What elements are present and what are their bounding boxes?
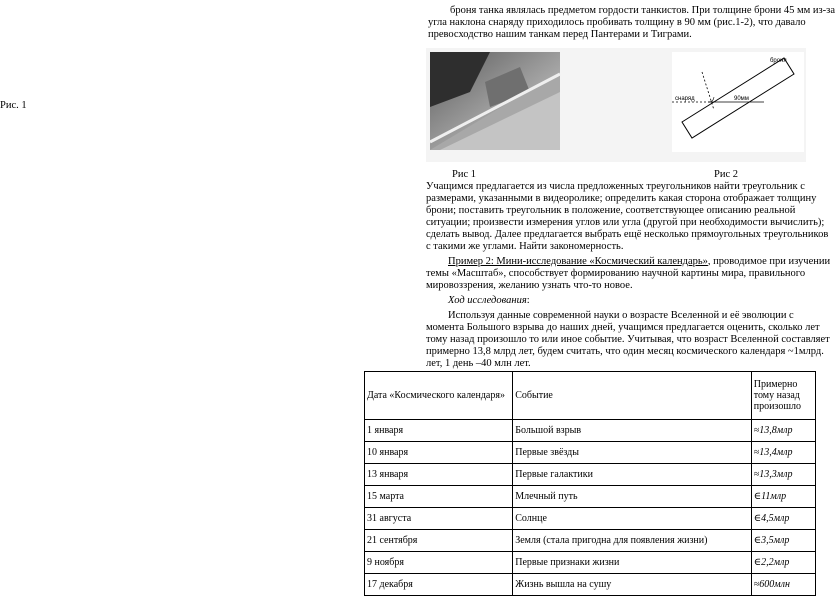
text-line: ситуации; произвести измерения углов или угла (другой при необходимости вычислить); [426,217,825,228]
table-row [365,442,816,464]
cell-event: Солнце [513,508,751,530]
diagram-label-shell: снаряд [675,96,695,102]
example2-title-rest: , проводимое при изучении [707,256,831,267]
diagram-label-mm: 90мм [734,96,749,102]
course-heading [426,295,816,307]
text-line: превосходство нашим танкам перед Пантерами и Тиграми. [428,29,692,40]
example2-title: Пример 2: Мини-исследование «Космический календарь» [448,256,708,267]
cell-event: Земля (стала пригодна для появления жизни) [513,530,751,552]
text-line: броня танка являлась предметом гордости танкистов. При толщине брони 45 мм из-за [450,5,835,16]
cell-ago: ≈600млн [751,574,815,596]
cell-date: 13 января [365,464,513,486]
cell-event: Жизнь вышла на сушу [513,574,751,596]
side-figure-label: Рис. 1 [0,100,27,111]
text-line: темы «Масштаб», способствует формированию научной картины мира, правильного [426,268,806,279]
text-line [426,256,831,268]
photo-illustration [430,52,560,150]
paragraph-armor [428,5,835,41]
tank-armor-photo [430,52,560,150]
cell-date: 31 августа [365,508,513,530]
cell-ago: ≈13,8млр [751,420,815,442]
cell-date: 9 ноября [365,552,513,574]
table-row [365,486,816,508]
table-row [365,508,816,530]
cell-date: 1 января [365,420,513,442]
text-line: мировоззрения, желанию узнать что-то новое. [426,280,633,291]
text-line: с такими же углами. Найти закономерность. [426,241,624,252]
cell-date: 15 марта [365,486,513,508]
cell-event: Первые признаки жизни [513,552,751,574]
text-line: размерами, указанными в видеоролике; определить какая сторона отображает толщину [426,193,817,204]
course-heading-text: Ход исследования [448,295,527,306]
paragraph-method [426,310,830,370]
cell-event: Большой взрыв [513,420,751,442]
cell-ago: ∈2,2млр [751,552,815,574]
table-row [365,552,816,574]
caption-fig1: Рис 1 [452,169,476,180]
diagram-illustration [672,52,804,152]
cell-event: Первые галактики [513,464,751,486]
text-line: брони; поставить треугольник в положение, соответствующее описанию реальной [426,205,796,216]
text-line: Используя данные современной науки о возрасте Вселенной и её эволюции с [448,310,794,321]
table-row [365,464,816,486]
paragraph-example2 [426,256,831,292]
armor-angle-diagram [672,52,804,152]
caption-fig2: Рис 2 [714,169,738,180]
cell-event: Первые звёзды [513,442,751,464]
cell-date: 21 сентября [365,530,513,552]
table-header-row [365,372,816,420]
cell-event: Млечный путь [513,486,751,508]
text-line: Учащимся предлагается из числа предложенных треугольников найти треугольник с [426,181,805,192]
text-line: сделать вывод. Далее предлагается выбрать ещё несколько прямоугольных треугольников [426,229,829,240]
header-event: Событие [513,372,751,420]
cell-ago: ∈11млр [751,486,815,508]
cell-date: 10 января [365,442,513,464]
cell-ago: ≈13,4млр [751,442,815,464]
cell-ago: ∈3,5млр [751,530,815,552]
text-line: момента Большого взрыва до наших дней, учащимся предлагается оценить, сколько лет [426,322,820,333]
table-row [365,530,816,552]
cell-ago: ≈13,3млр [751,464,815,486]
cosmic-calendar-table [364,371,816,596]
cell-ago: ∈4,5млр [751,508,815,530]
text-line: угла наклона снаряду приходилось пробивать толщину в 90 мм (рис.1-2), что давало [428,17,806,28]
paragraph-task [426,181,829,253]
text-line: тому назад произошло то или иное событие. Учитывая, что возраст Вселенной составляет [426,334,830,345]
table-row [365,574,816,596]
cell-date: 17 декабря [365,574,513,596]
header-date: Дата «Космического календаря» [365,372,513,420]
course-heading-colon: : [526,295,530,306]
table-row [365,420,816,442]
header-ago: Примерно тому назад произошло [751,372,815,420]
text-line: примерно 13,8 млрд лет, будем считать, что один месяц космического календаря ~1млрд. [426,346,824,357]
text-line: лет, 1 день –40 млн лет. [426,358,531,369]
diagram-label-armor: броня [770,58,787,64]
